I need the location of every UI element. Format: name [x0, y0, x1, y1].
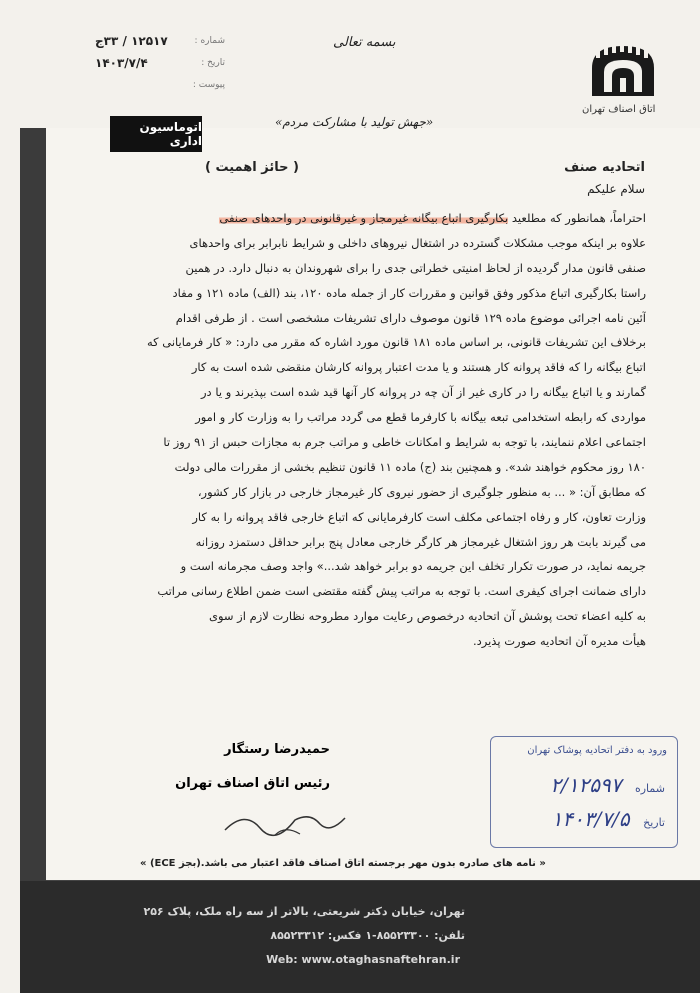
body-line	[61, 480, 646, 505]
footer-web: Web: www.otaghasnaftehran.ir	[266, 953, 460, 966]
body-line	[61, 554, 646, 579]
body-line	[61, 206, 646, 231]
body-line-text: آئین نامه اجرائی موضوع ماده ۱۲۹ قانون موصوف دارای تشریفات مشخصی است . از طرفی اقدام	[175, 310, 646, 325]
body-line-text: به کلیه اعضاء تحت پوشش آن اتحادیه درخصوص رعایت موارد مطروحه نظارت لازم از سوی	[208, 609, 646, 624]
body-line	[61, 629, 646, 654]
body-line	[61, 405, 646, 430]
body-line	[61, 530, 646, 555]
attachment-row	[95, 76, 225, 98]
footer	[20, 881, 700, 993]
stamp-number-row	[550, 773, 665, 797]
signer-name: حمیدرضا رستگار	[224, 742, 330, 757]
stamp-number-label: شماره	[634, 782, 665, 795]
body-line	[61, 380, 646, 405]
body-line-text: اتباع بیگانه را که فاقد پروانه کار هستند و یا مدت اعتبار پروانه کارشان منقضی شده است به کار	[191, 360, 646, 375]
validity-notice: « نامه های صادره بدون مهر برجسته اتاق اصناف فاقد اعتبار می باشد.(بجز ECE) »	[140, 858, 546, 869]
date-row	[95, 54, 225, 76]
logo-caption: اتاق اصناف تهران	[582, 104, 656, 115]
body-line-text: صنفی قانون مدار گردیده از لحاظ امنیتی خطراتی جدی را برای شهروندان به دنبال دارد. در همین	[185, 260, 646, 275]
body-line	[61, 604, 646, 629]
body-line	[61, 256, 646, 281]
body-line	[61, 330, 646, 355]
letter-body	[61, 206, 646, 654]
stamp-date-value: ۱۴۰۳/۷/۵	[551, 807, 630, 831]
recipient: اتحادیه صنف	[564, 160, 645, 175]
body-line-text: می گیرند بابت هر روز اشتغال غیرمجاز هر کارگر خارجی معادل پنج برابر حداقل دستمزد روزانه	[195, 534, 646, 549]
body-line	[61, 505, 646, 530]
date-value: ۱۴۰۳/۷/۴	[95, 56, 148, 70]
body-line-text: هیأت مدیره آن اتحادیه صورت پذیرد.	[472, 634, 646, 649]
stamp-header: ورود به دفتر اتحادیه پوشاک تهران	[527, 745, 667, 756]
handwritten-signature	[215, 790, 365, 850]
greeting: سلام علیکم	[587, 182, 645, 196]
body-line-text: دارای ضمانت اجرای کیفری است. با توجه به مراتب پیش گفته مقتضی است ضمن اطلاع رسانی مراتب	[157, 584, 646, 599]
body-line-text: وزارت تعاون، کار و رفاه اجتماعی مکلف است کارفرمایانی که اتباع خارجی فاقد پروانه را به کار	[192, 509, 646, 524]
body-line	[61, 455, 646, 480]
body-line-text: برخلاف این تشریفات قانونی، بر اساس ماده ۱۸۱ قانون مورد اشاره که مقرر می دارد: « کار فرمایانی که	[146, 335, 646, 350]
stamp-date-label: تاریخ	[643, 816, 665, 829]
body-line-text: اجتماعی اعلام ننمایند، با توجه به شرایط و امکانات خاطی و مراتب جرم به مجازات حبس از ۹۱ روز تا	[163, 435, 646, 450]
attachment-label: پیوست :	[192, 80, 225, 90]
body-line-text: مواردی که رابطه استخدامی تبعه بیگانه با کارفرما قطع می گردد مراتب را به وزارت کار و امور	[195, 410, 646, 425]
number-row	[95, 32, 225, 54]
number-label: شماره :	[194, 36, 225, 46]
body-line-text: که مطابق آن: « ... به منظور جلوگیری از حضور نیروی کار غیرمجاز خارجی در بازار کار کشور،	[197, 484, 646, 499]
received-stamp	[490, 736, 678, 848]
body-line-text: ۱۸۰ روز محکوم خواهند شد». و همچنین بند (ج) ماده ۱۱ قانون تنظیم بخشی از مقررات مالی دولت	[174, 459, 646, 474]
body-line	[61, 306, 646, 331]
stamp-number-value: ۲/۱۲۵۹۷	[550, 773, 622, 797]
footer-address: تهران، خیابان دکتر شریعتی، بالاتر از سه راه ملک، پلاک ۲۵۶	[143, 905, 465, 918]
office-automation-badge: اتوماسیون اداری	[110, 116, 202, 152]
importance-label: ( حائز اهمیت )	[205, 160, 299, 175]
body-line	[61, 355, 646, 380]
guild-chamber-logo	[584, 38, 662, 100]
body-line-text: گمارند و یا اتباع بیگانه را در کاری غیر از آن چه در پروانه کار آنها قید شده است بپذیرند و یا در	[201, 385, 646, 400]
body-line	[61, 430, 646, 455]
body-line	[61, 579, 646, 604]
footer-phones: تلفن: ۸۵۵۲۳۳۰۰-۱ فکس: ۸۵۵۲۳۳۱۲	[270, 929, 465, 942]
highlighted-phrase: بکارگیری اتباع بیگانه غیرمجاز و غیرقانونی در واحدهای صنفی	[219, 211, 509, 225]
body-line	[61, 281, 646, 306]
body-line-text: راستا بکارگیری اتباع مذکور وفق قوانین و مقررات کار از جمله ماده ۱۲۰، بند (الف) ماده ۱۲۱ و مفاد	[172, 285, 646, 300]
stamp-date-row	[552, 807, 665, 831]
signer-title: رئیس اتاق اصناف تهران	[175, 776, 330, 791]
letter-metadata	[95, 32, 225, 98]
slogan: «جهش تولید با مشارکت مردم»	[275, 115, 434, 129]
body-line	[61, 231, 646, 256]
number-value: ۱۲۵۱۷ / ۳۳ج	[95, 34, 168, 48]
body-line-text: احتراماً، همانطور که مطلعید	[508, 211, 646, 225]
basmala: بسمه تعالی	[333, 35, 396, 50]
body-line-text: جریمه نماید، در صورت تکرار تخلف این جریمه دو برابر خواهد شد...» واجد وصف مجرمانه است و	[180, 559, 646, 574]
body-line-text: علاوه بر اینکه موجب مشکلات گسترده در اشتغال نیروهای داخلی و شرایط نابرابر برای واحدهای	[189, 235, 646, 250]
date-label: تاریخ :	[201, 58, 225, 68]
